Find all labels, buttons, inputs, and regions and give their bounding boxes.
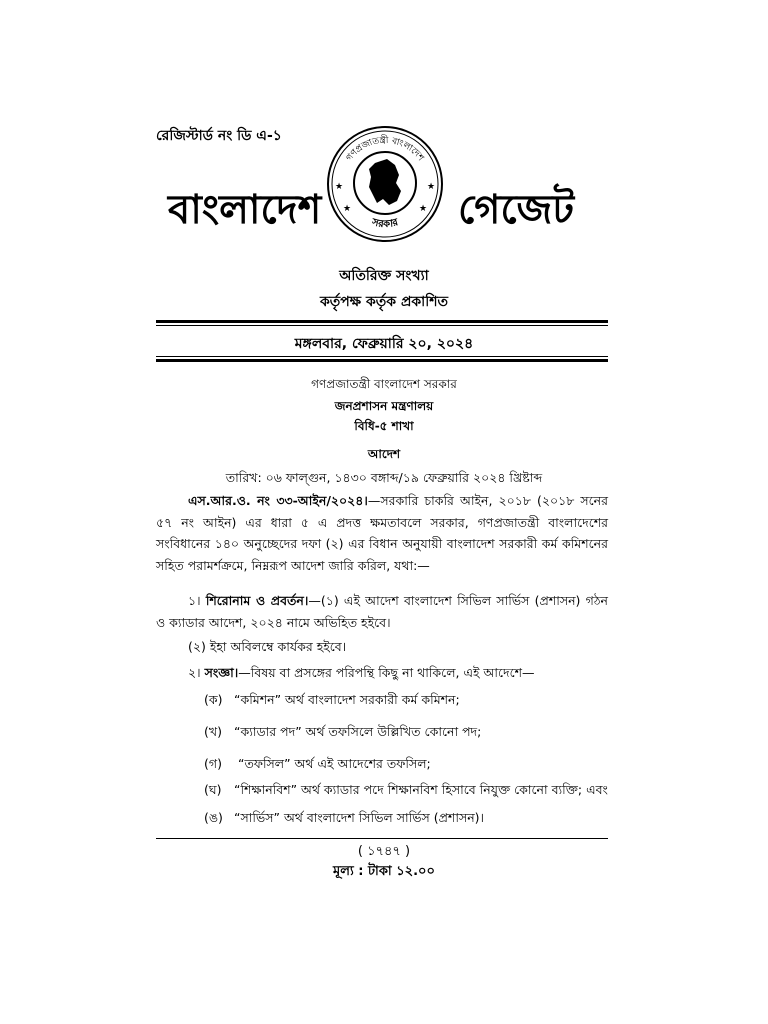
definition-marker: (ঘ) <box>204 782 222 797</box>
rule-thick-top <box>156 320 608 323</box>
seal-star-left: ★ <box>334 182 344 192</box>
definition-text: “তফসিল” অর্থ এই আদেশের তফসিল; <box>234 756 431 771</box>
sro-paragraph <box>156 490 608 576</box>
section-2-paragraph <box>156 662 608 684</box>
section-2-text: —বিষয় বা প্রসঙ্গের পরিপন্থি কিছু না থাকিলে, এই আদেশে— <box>238 665 535 680</box>
issue-date: মঙ্গলবার, ফেব্রুয়ারি ২০, ২০২৪ <box>294 336 474 352</box>
definition-marker: (খ) <box>204 724 222 739</box>
ministry-name: জনপ্রশাসন মন্ত্রণালয় <box>334 399 434 413</box>
definition-item <box>204 810 484 830</box>
definition-text: “শিক্ষানবিশ” অর্থ ক্যাডার পদে শিক্ষানবিশ হিসাবে নিযুক্ত কোনো ব্যক্তি; এবং <box>234 782 608 797</box>
order-date: তারিখ: ০৬ ফাল্গুন, ১৪৩০ বঙ্গাব্দ/১৯ ফেব্রুয়ারি ২০২৪ খ্রিষ্টাব্দ <box>225 470 543 485</box>
rule-thick-bottom <box>156 359 608 362</box>
section-2-title: সংজ্ঞা। <box>204 665 239 680</box>
sro-text: —সরকারি চাকরি আইন, ২০১৮ (২০১৮ সনের ৫৭ নং আইন) এর ধারা ৫ এ প্রদত্ত ক্ষমতাবলে সরকার, গণপ্রজাতন্ত্রী বাংলাদেশের সংবিধানের ১৪০ অনুচ্ছেদের দফা (২) এর বিধান অনুযায়ী বাংলাদেশ সরকারী কর্ম কমিশনের সহিত পরামর্শক্রমে, নিম্নরূপ আদেশ জারি করিল, যথা:— <box>156 493 609 573</box>
seal-star-right: ★ <box>426 182 436 192</box>
sro-reference: এস.আর.ও. নং ৩৩-আইন/২০২৪। <box>188 493 368 508</box>
definition-marker: (ঙ) <box>204 810 223 825</box>
section-1-paragraph <box>156 590 608 633</box>
definition-item <box>204 782 608 802</box>
definition-item <box>204 756 431 776</box>
definition-text: “ক্যাডার পদ” অর্থ তফসিলে উল্লিখিত কোনো পদ; <box>234 724 482 739</box>
rule-thin-top <box>156 325 608 326</box>
definition-marker: (ক) <box>204 692 223 707</box>
seal-star-lower-left: ★ <box>342 204 352 214</box>
masthead-title-left: বাংলাদেশ <box>168 187 322 233</box>
masthead-title-right: গেজেট <box>458 187 575 233</box>
definition-marker: (গ) <box>204 756 222 771</box>
price: মূল্য : টাকা ১২.০০ <box>333 864 435 879</box>
definition-text: “কমিশন” অর্থ বাংলাদেশ সরকারী কর্ম কমিশন; <box>234 692 460 707</box>
government-name: গণপ্রজাতন্ত্রী বাংলাদেশ সরকার <box>311 377 457 391</box>
branch-name: বিধি-৫ শাখা <box>354 419 414 433</box>
order-heading: আদেশ <box>367 447 401 461</box>
government-seal-icon <box>325 123 445 245</box>
definition-text: “সার্ভিস” অর্থ বাংলাদেশ সিভিল সার্ভিস (প্রশাসন)। <box>234 810 485 825</box>
edition-line-1: অতিরিক্ত সংখ্যা <box>339 268 429 284</box>
seal-star-lower-right: ★ <box>418 204 428 214</box>
registration-number: রেজিস্টার্ড নং ডি এ-১ <box>156 128 282 144</box>
page-number: ( ১৭৪৭ ) <box>357 844 411 859</box>
section-2-number: ২। <box>188 665 205 680</box>
rule-thin-bottom <box>156 356 608 357</box>
svg-text:সরকার <box>370 217 400 231</box>
definition-item <box>204 692 460 712</box>
svg-text:গণপ্রজাতন্ত্রী বাংলাদেশ <box>345 134 426 164</box>
section-1-subsection-2: (২) ইহা অবিলম্বে কার্যকর হইবে। <box>188 639 347 654</box>
section-1-number: ১। <box>188 593 206 608</box>
footer-rule <box>156 838 608 839</box>
definition-item <box>204 724 481 744</box>
seal-top-text: গণপ্রজাতন্ত্রী বাংলাদেশ <box>344 135 426 164</box>
section-1-title: শিরোনাম ও প্রবর্তন। <box>205 593 309 608</box>
section-1-text: —(১) এই আদেশ বাংলাদেশ সিভিল সার্ভিস (প্রশাসন) গঠন ও ক্যাডার আদেশ, ২০২৪ নামে অভিহিত হইবে। <box>156 593 608 630</box>
edition-line-2: কর্তৃপক্ষ কর্তৃক প্রকাশিত <box>319 294 449 310</box>
seal-bottom-text: সরকার <box>370 217 400 231</box>
